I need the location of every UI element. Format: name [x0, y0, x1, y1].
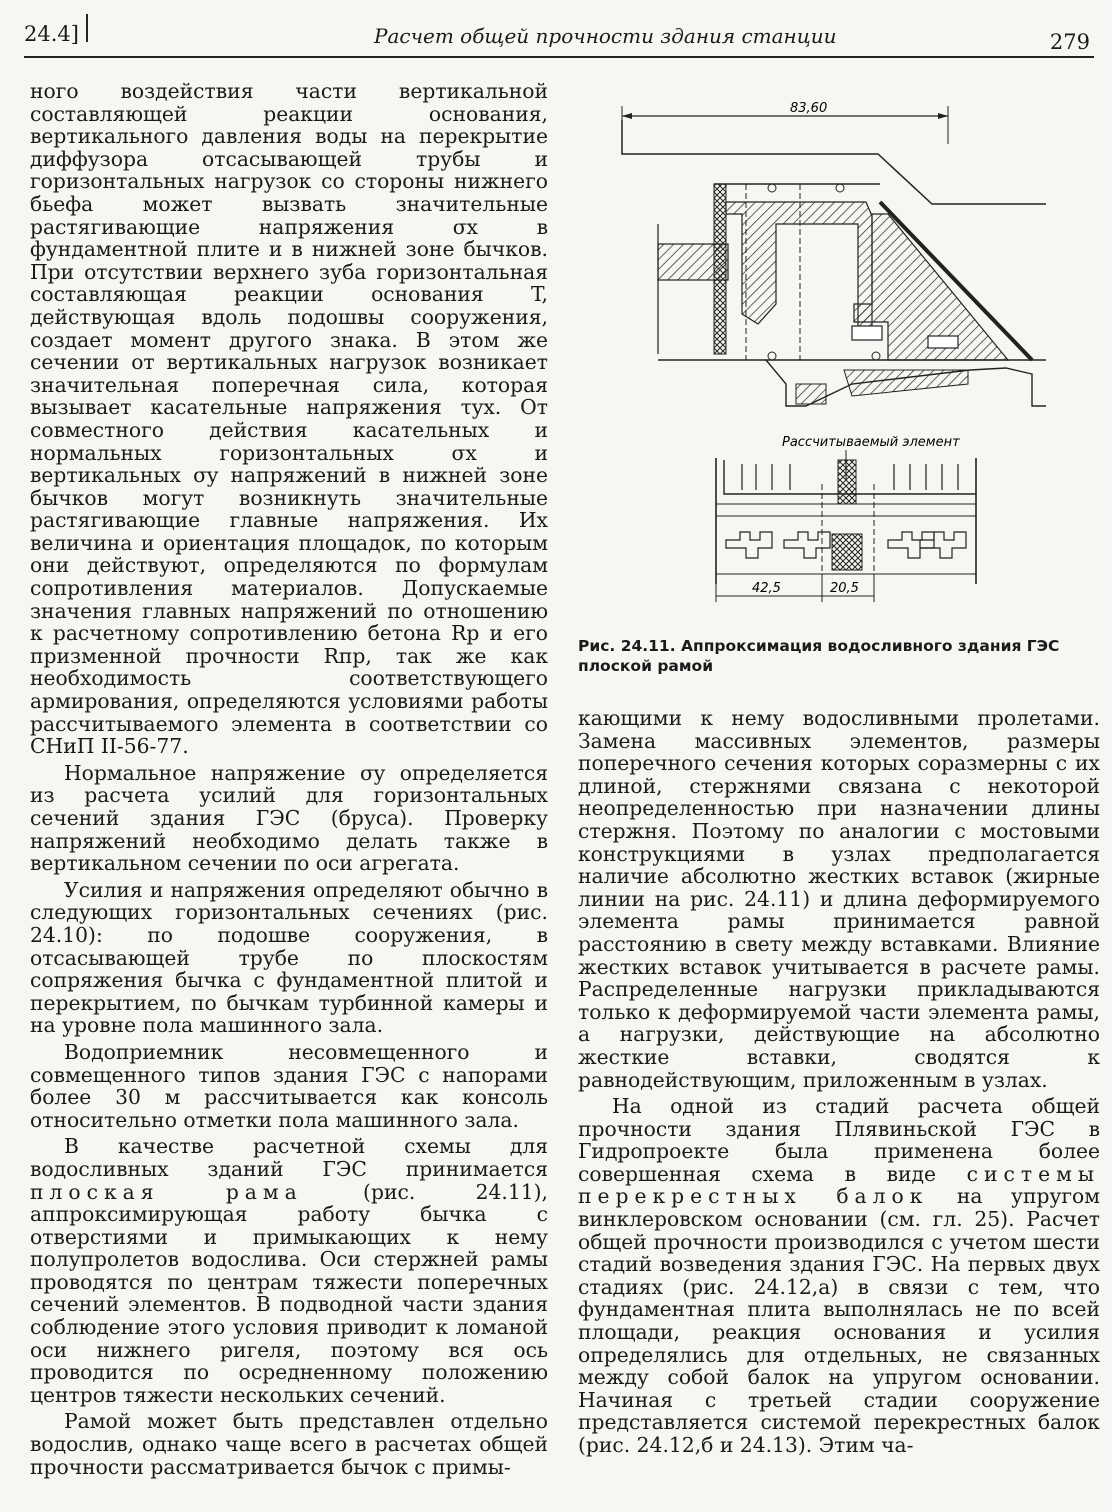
figure-caption: Рис. 24.11. Аппроксимация водосливного здания ГЭС плоской рамой	[578, 637, 1060, 675]
left-paragraph-6: Рамой может быть представлен отдельно водослив, однако чаще всего в расчетах общей прочности рассматривается бычок с примы-	[30, 1409, 548, 1479]
section-number: 24.4]	[24, 22, 79, 46]
element-label: Рассчитываемый элемент	[782, 435, 960, 450]
left-paragraph-5-start: В качестве расчетной схемы для водосливных зданий ГЭС принимается	[30, 1134, 548, 1181]
right-paragraph-1: кающими к нему водосливными пролетами. Замена массивных элементов, размеры поперечного сечения которых соразмерны с их длиной, стержнями связана с некоторой неопределенностью при назначении длины стержня. Поэтому по аналогии с мостовыми конструкциями в узлах предполагается наличие абсолютно жестких вставок (жирные линии на рис. 24.11) и длина деформируемого элемента рамы принимается равной расстоянию в свету между вставками. Влияние жестких вставок учитывается в расчете рамы. Распределенные нагрузки прикладываются только к деформируемой части элемента рамы, а нагрузки, действующие на абсолютно жесткие вставки, сводятся к равнодействующим, приложенным в узлах.	[578, 706, 1100, 1092]
building-section	[622, 120, 1046, 406]
page-number: 279	[1049, 30, 1090, 54]
header-divider	[86, 14, 88, 42]
figure-24-11	[576, 84, 1102, 604]
dimension-left-label: 42,5	[752, 581, 781, 596]
left-paragraph-5	[30, 1135, 548, 1406]
right-paragraph-2-end: на упругом винклеровском основании (см. гл. 25). Расчет общей прочности производился с учетом шести стадий возведения здания ГЭС. На первых двух стадиях (рис. 24.12,а) в связи с тем, что фундаментная плита выполнялась не по всей площади, реакция основания и усилия определялись для отдельных, не связанных между собой балок на упругом основании. Начиная с третьей стадии сооружение представляется системой перекрестных балок (рис. 24.12,б и 24.13). Этим ча-	[578, 1184, 1100, 1457]
left-paragraph-5-end: (рис. 24.11), аппроксимирующая работу бычка с отверстиями и примыкающих к нему полупролетов водослива. Оси стержней рамы проводятся по центрам тяжести поперечных сечений элементов. В подводной части здания соблюдение этого условия приводит к ломаной оси нижнего ригеля, поэтому вся ось проводится по осредненному положению центров тяжести нескольких сечений.	[30, 1179, 548, 1407]
left-paragraph-4: Водоприемник несовмещенного и совмещенного типов здания ГЭС с напорами более 30 м рассчитывается как консоль относительно отметки пола машинного зала.	[30, 1039, 548, 1132]
left-paragraph-2: Нормальное напряжение σy определяется из расчета усилий для горизонтальных сечений здания ГЭС (бруса). Проверку напряжений необходимо делать также в вертикальном сечении по оси агрегата.	[30, 760, 548, 876]
left-column	[30, 80, 548, 1478]
dimension-total-label: 83,60	[790, 101, 828, 116]
left-paragraph-1: ного воздействия части вертикальной составляющей реакции основания, вертикального давления воды на перекрытие диффузора отсасывающей трубы и горизонтальных нагрузок со стороны нижнего бьефа может вызвать значительные растягивающие напряжения σx в фундаментной плите и в нижней зоне бычков. При отсутствии верхнего зуба горизонтальная составляющая реакции основания T, действующая вдоль подошвы сооружения, создает момент другого знака. В этом же сечении от вертикальных нагрузок возникает значительная поперечная сила, которая вызывает касательные напряжения τyx. От совместного действия касательных и нормальных горизонтальных σx и вертикальных σy напряжений в нижней зоне бычков могут возникнуть значительные растягивающие главные напряжения. Их величина и ориентация площадок, по которым они действуют, определяются по формулам сопротивления материалов. Допускаемые значения главных напряжений по отношению к расчетному сопротивлению бетона Rр и его призменной прочности Rпр, так же как необходимость соответствующего армирования, определяются условиями работы рассчитываемого элемента в соответствии со СНиП II-56-77.	[30, 79, 548, 759]
dimension-right-label: 20,5	[830, 581, 859, 596]
right-column	[578, 707, 1100, 1457]
left-paragraph-3: Усилия и напряжения определяют обычно в следующих горизонтальных сечениях (рис. 24.10): по подошве сооружения, в отсасывающей трубе по плоскостям сопряжения бычка с фундаментной плитой и перекрытием, по бычкам турбинной камеры и на уровне пола машинного зала.	[30, 877, 548, 1038]
term-cross-beams: системы перекрестных балок	[578, 1161, 1100, 1209]
dimension-total	[622, 106, 948, 144]
right-paragraph-2-start: На одной из стадий расчета общей прочности здания Плявиньской ГЭС в Гидропроекте была применена более совершенная схема в виде	[578, 1094, 1100, 1186]
term-flat-frame: плоская рама	[30, 1179, 303, 1204]
running-header	[24, 16, 1094, 58]
plan-view	[716, 458, 976, 600]
running-title: Расчет общей прочности здания станции	[374, 24, 837, 48]
right-paragraph-2	[578, 1095, 1100, 1457]
